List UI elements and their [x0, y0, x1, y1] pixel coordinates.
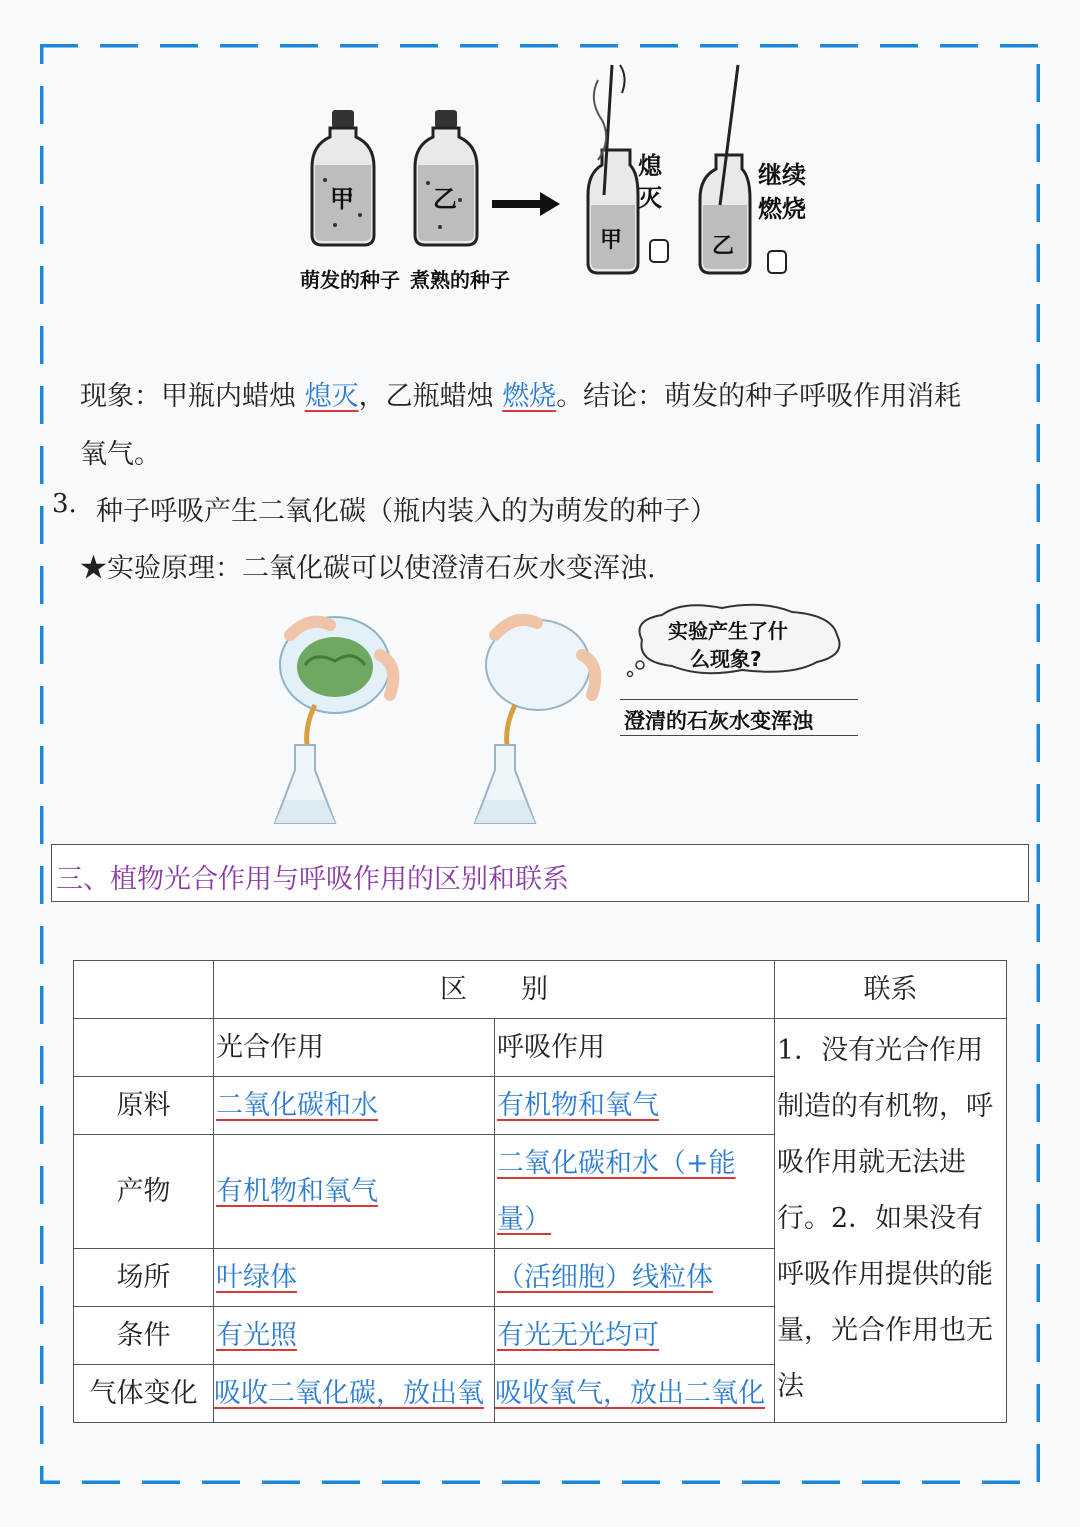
section-3-box [51, 844, 1029, 902]
result-bottom-line [620, 735, 858, 736]
photo-cell [214, 1365, 495, 1423]
experiment-principle: ★实验原理：二氧化碳可以使澄清石灰水变浑浊. [80, 553, 656, 584]
conclusion-text: 。结论：萌发的种子呼吸作用消耗 [556, 381, 962, 412]
photo-cell [214, 1307, 495, 1365]
photo-value: 二氧化碳和水 [216, 1089, 378, 1121]
resp-cell [495, 1365, 775, 1423]
label-extinguished: 熄灭 [638, 152, 662, 212]
answer-burning: 燃烧 [502, 381, 557, 412]
bottle-b-before [415, 110, 477, 245]
left-flask [275, 745, 335, 823]
bottle-a-after [588, 65, 638, 273]
subheader-respiration: 呼吸作用 [495, 1019, 775, 1077]
header-difference: 区 别 [214, 961, 775, 1019]
resp-value: 有光无光均可 [497, 1319, 659, 1351]
photo-cell [214, 1135, 495, 1249]
resp-cell [495, 1249, 775, 1307]
bottle-b-after-char: 乙 [712, 234, 735, 259]
section-3-title: 三、植物光合作用与呼吸作用的区别和联系 [56, 864, 569, 895]
subheader-photosynthesis: 光合作用 [214, 1019, 495, 1077]
bottle-b-after [700, 65, 750, 273]
phenomenon-line [80, 374, 961, 413]
resp-cell [495, 1307, 775, 1365]
table-corner-cell [74, 961, 214, 1019]
photo-cell [214, 1249, 495, 1307]
caption-germinated-seeds: 萌发的种子 [300, 268, 400, 292]
result-top-line [620, 699, 858, 700]
phenomenon-prefix: 现象：甲瓶内蜡烛 [80, 381, 296, 412]
row-label: 气体变化 [74, 1365, 214, 1423]
resp-value: 有机物和氧气 [497, 1089, 659, 1121]
photo-value: 叶绿体 [216, 1261, 297, 1293]
conclusion-line2: 氧气。 [80, 439, 161, 470]
photo-value: 吸收二氧化碳，放出氧 [214, 1377, 484, 1409]
left-bag-with-plants [280, 617, 393, 745]
right-bag-empty [486, 620, 595, 745]
photo-value: 有机物和氧气 [216, 1175, 378, 1207]
resp-cell [495, 1077, 775, 1135]
resp-value: （活细胞）线粒体 [497, 1261, 713, 1293]
bottle-b-char: 乙 [433, 185, 457, 213]
answer-extinguished: 熄灭 [304, 381, 359, 412]
row-label: 产物 [74, 1135, 214, 1249]
phenomenon-mid: ，乙瓶蜡烛 [358, 381, 494, 412]
arrow-icon [492, 192, 560, 216]
row-label: 条件 [74, 1307, 214, 1365]
bag-flask-figure [270, 595, 620, 830]
candle-icon [650, 240, 668, 262]
table-row [74, 961, 1007, 1019]
header-connection: 联系 [775, 961, 1007, 1019]
table-row [74, 1019, 1007, 1077]
table-empty-cell [74, 1019, 214, 1077]
bubble-text-line1: 实验产生了什 [668, 619, 788, 643]
connection-cell: 1．没有光合作用制造的有机物，呼吸作用就无法进行。2．如果没有呼吸作用提供的能量，光合作用也无法 [775, 1019, 1007, 1423]
resp-value: 吸收氧气，放出二氧化 [495, 1377, 765, 1409]
bottle-a-char: 甲 [330, 185, 354, 213]
item-3-title: 种子呼吸产生二氧化碳（瓶内装入的为萌发的种子） [96, 496, 717, 527]
row-label: 场所 [74, 1249, 214, 1307]
result-text: 澄清的石灰水变浑浊 [624, 709, 813, 733]
photo-cell [214, 1077, 495, 1135]
photo-value: 有光照 [216, 1319, 297, 1351]
bottle-a-before [312, 110, 374, 245]
resp-value: 二氧化碳和水（+能量） [497, 1147, 736, 1235]
resp-cell [495, 1135, 775, 1249]
row-label: 原料 [74, 1077, 214, 1135]
right-flask [475, 745, 535, 823]
label-keeps-burning: 继续燃烧 [758, 161, 806, 223]
bottle-a-after-char: 甲 [600, 228, 623, 253]
item-number: 3. [52, 489, 77, 519]
comparison-table [73, 960, 1007, 1423]
candle-icon [768, 251, 786, 273]
bubble-text-line2: 么现象? [690, 647, 762, 671]
caption-cooked-seeds: 煮熟的种子 [410, 268, 510, 292]
